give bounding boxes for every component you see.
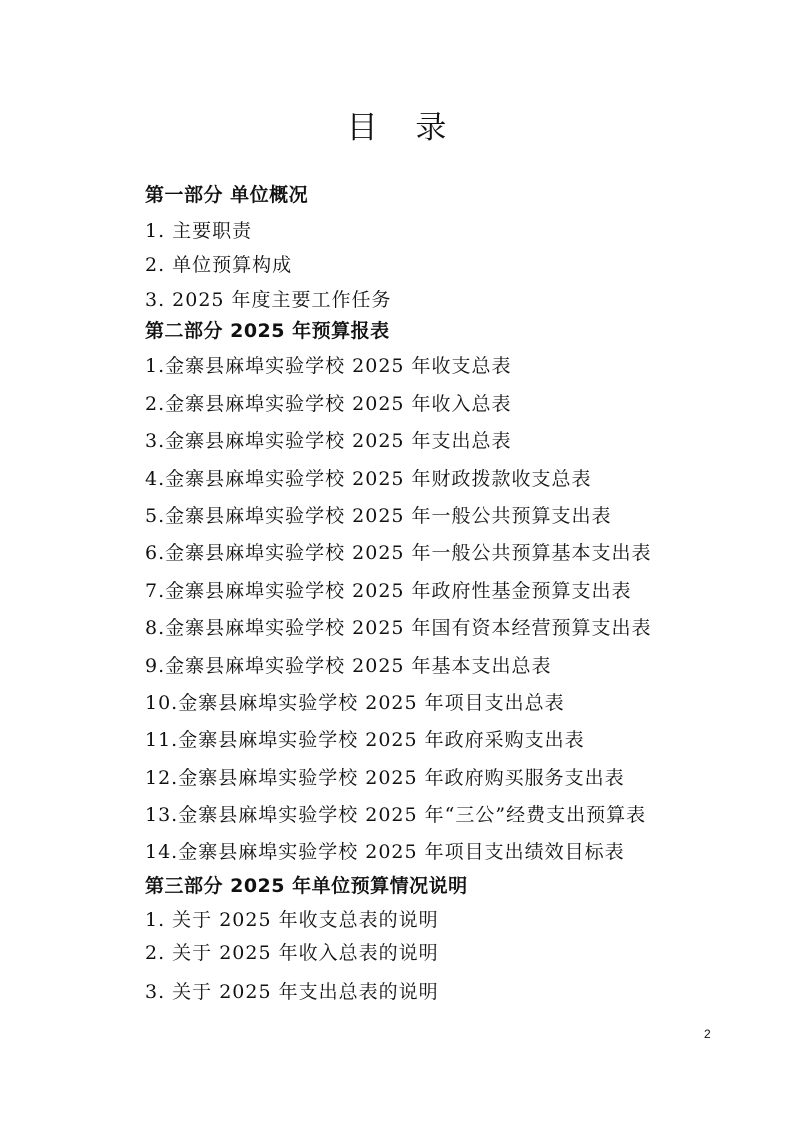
part2-item: 9.金寨县麻埠实验学校 2025 年基本支出总表	[145, 655, 552, 677]
part2-item: 10.金寨县麻埠实验学校 2025 年项目支出总表	[145, 692, 565, 714]
part1-heading: 第一部分 单位概况	[145, 184, 309, 206]
part2-item: 3.金寨县麻埠实验学校 2025 年支出总表	[145, 430, 512, 452]
part2-item: 7.金寨县麻埠实验学校 2025 年政府性基金预算支出表	[145, 580, 632, 602]
part2-item: 5.金寨县麻埠实验学校 2025 年一般公共预算支出表	[145, 505, 612, 527]
part2-item: 13.金寨县麻埠实验学校 2025 年“三公”经费支出预算表	[145, 804, 647, 826]
part1-item: 3. 2025 年度主要工作任务	[145, 289, 392, 311]
part2-item: 2.金寨县麻埠实验学校 2025 年收入总表	[145, 393, 512, 415]
part2-item: 6.金寨县麻埠实验学校 2025 年一般公共预算基本支出表	[145, 542, 652, 564]
part2-item: 11.金寨县麻埠实验学校 2025 年政府采购支出表	[145, 729, 585, 751]
part2-item: 12.金寨县麻埠实验学校 2025 年政府购买服务支出表	[145, 767, 625, 789]
part1-item: 1. 主要职责	[145, 220, 253, 242]
part3-item: 1. 关于 2025 年收支总表的说明	[145, 909, 439, 931]
part2-item: 4.金寨县麻埠实验学校 2025 年财政拨款收支总表	[145, 468, 592, 490]
page-number: 2	[704, 1027, 711, 1041]
toc-title: 目 录	[346, 110, 461, 146]
part2-heading: 第二部分 2025 年预算报表	[145, 320, 390, 342]
part2-item: 14.金寨县麻埠实验学校 2025 年项目支出绩效目标表	[145, 841, 625, 863]
part1-item: 2. 单位预算构成	[145, 254, 293, 276]
part3-item: 2. 关于 2025 年收入总表的说明	[145, 942, 439, 964]
part3-item: 3. 关于 2025 年支出总表的说明	[145, 981, 439, 1003]
part2-item: 1.金寨县麻埠实验学校 2025 年收支总表	[145, 355, 512, 377]
part3-heading: 第三部分 2025 年单位预算情况说明	[145, 875, 468, 897]
part2-item: 8.金寨县麻埠实验学校 2025 年国有资本经营预算支出表	[145, 617, 652, 639]
